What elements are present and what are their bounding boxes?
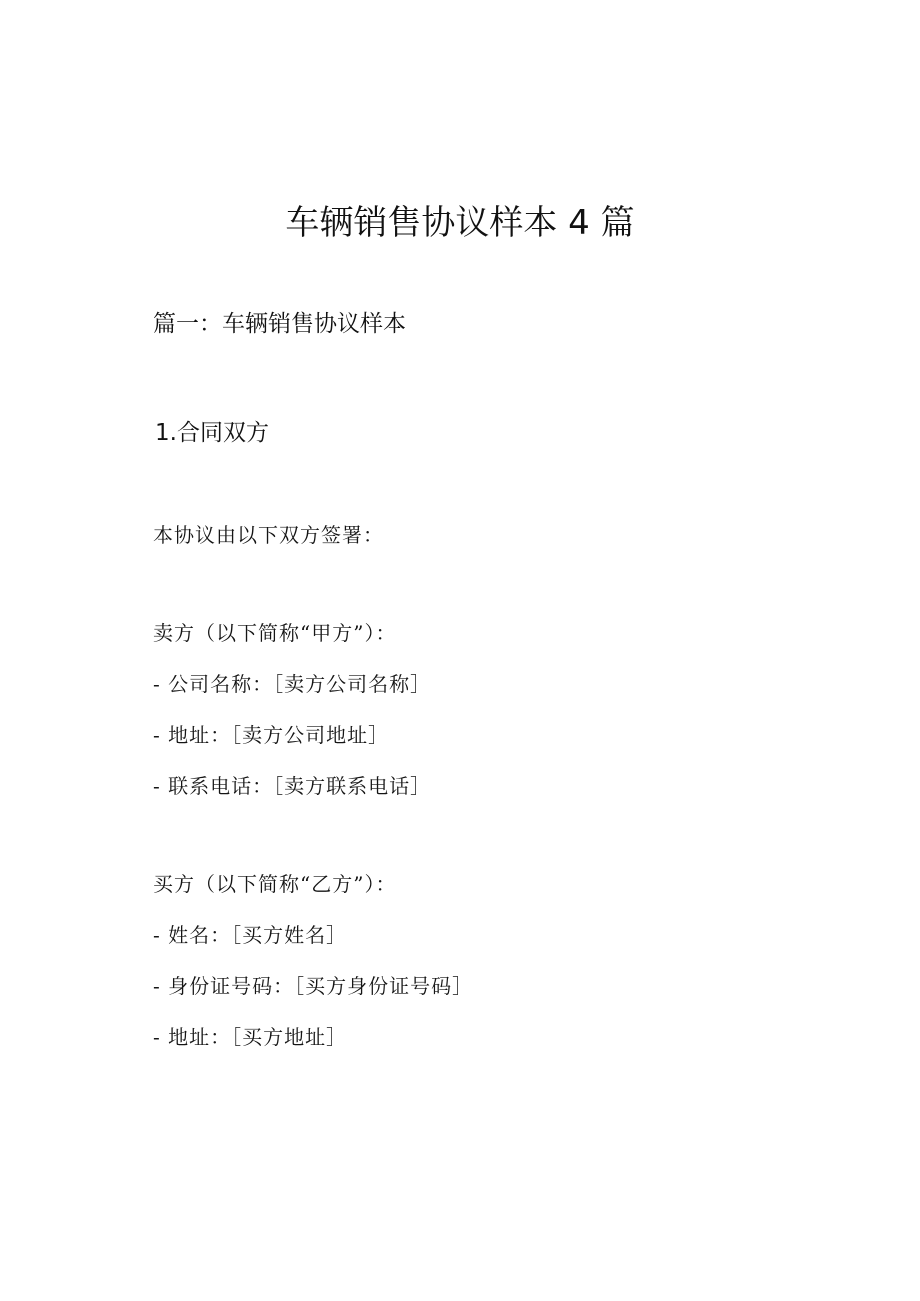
buyer-id-number: - 身份证号码：［买方身份证号码］	[153, 974, 474, 998]
document-title: 车辆销售协议样本 4 篇	[285, 203, 635, 243]
seller-heading: 卖方（以下简称“甲方”）：	[153, 621, 397, 645]
buyer-name: - 姓名：［买方姓名］	[153, 923, 348, 947]
sub-heading-parties: 1.合同双方	[155, 420, 269, 446]
intro-paragraph: 本协议由以下双方签署：	[153, 523, 384, 547]
seller-company-name: - 公司名称：［卖方公司名称］	[153, 672, 432, 696]
buyer-address: - 地址：［买方地址］	[153, 1025, 348, 1049]
seller-phone: - 联系电话：［卖方联系电话］	[153, 774, 432, 798]
buyer-heading: 买方（以下简称“乙方”）：	[153, 872, 397, 896]
seller-address: - 地址：［卖方公司地址］	[153, 723, 390, 747]
section-heading: 篇一：车辆销售协议样本	[153, 311, 406, 337]
